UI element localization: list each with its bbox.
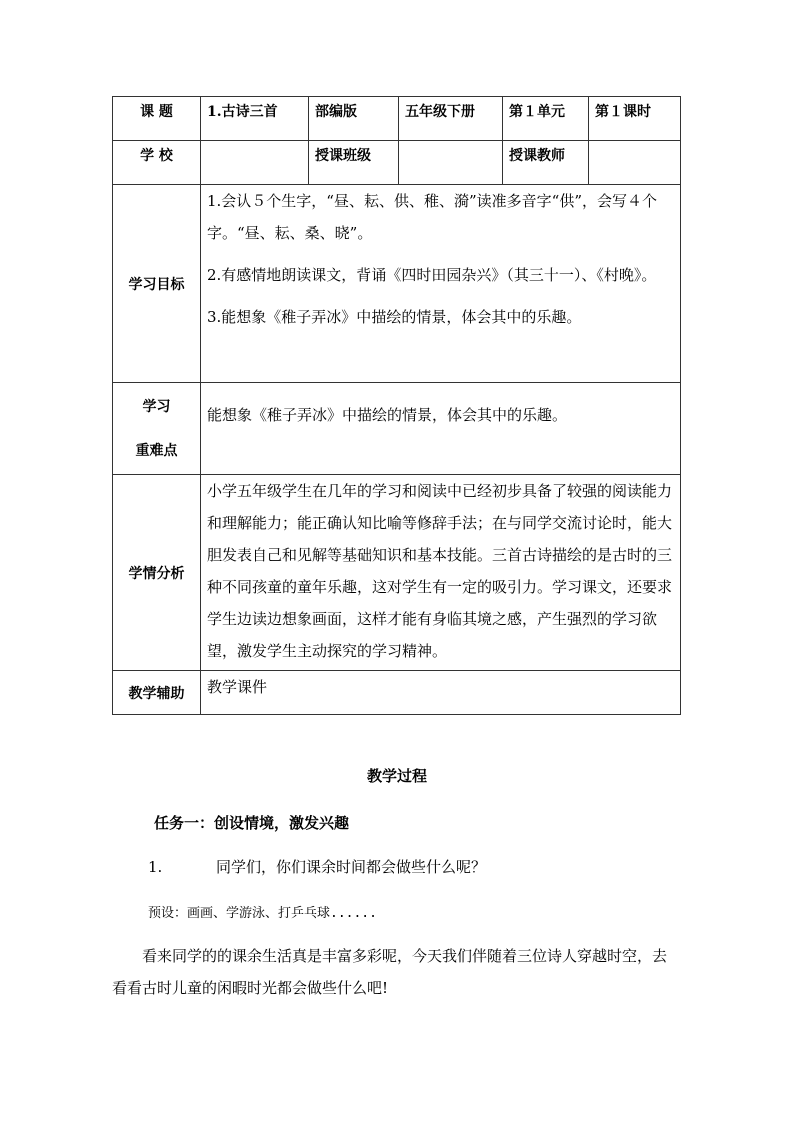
question-text: 同学们，你们课余时间都会做些什么呢？ (216, 858, 487, 876)
analysis-label: 学情分析 (113, 475, 201, 671)
unit: 第１单元 (503, 97, 589, 141)
grade: 五年级下册 (399, 97, 503, 141)
class-value (399, 141, 503, 185)
goals-row (113, 185, 681, 383)
process-title: 教学过程 (366, 767, 427, 785)
school-row (113, 141, 681, 185)
teacher-label: 授课教师 (503, 141, 589, 185)
goals-content (201, 185, 681, 383)
analysis-row (113, 475, 681, 671)
key-points-label (113, 383, 201, 475)
goals-label: 学习目标 (113, 185, 201, 383)
aids-content: 教学课件 (201, 671, 681, 715)
teacher-value (589, 141, 681, 185)
key-points-label-line1: 学习 (142, 398, 171, 415)
school-value (201, 141, 309, 185)
edition: 部编版 (309, 97, 399, 141)
lesson-title: 1.古诗三首 (201, 97, 309, 141)
school-label: 学 校 (113, 141, 201, 185)
goal-item: 2.有感情地朗读课文，背诵《四时田园杂兴》（其三十一）、《村晚》。 (207, 266, 657, 284)
key-points-content: 能想象《稚子弄冰》中描绘的情景，体会其中的乐趣。 (201, 383, 681, 475)
goal-item: 1.会认５个生字，“昼、耘、供、稚、漪”读准多音字“供”，会写４个字。“昼、耘、桑、晓”。 (207, 192, 657, 242)
lesson-plan-table (112, 96, 681, 715)
key-points-row (113, 383, 681, 475)
task-one-heading: 任务一：创设情境，激发兴趣 (154, 814, 350, 832)
question-number: 1. (148, 858, 163, 876)
class-label: 授课班级 (309, 141, 399, 185)
header-row (113, 97, 681, 141)
subject-label: 课 题 (113, 97, 201, 141)
preset-answer: 预设：画画、学游泳、打乒乓球...... (148, 906, 377, 921)
analysis-content: 小学五年级学生在几年的学习和阅读中已经初步具备了较强的阅读能力和理解能力；能正确认知比喻等修辞手法；在与同学交流讨论时，能大胆发表自己和见解等基础知识和基本技能。三首古诗描绘的是古时的三种不同孩童的童年乐趣，这对学生有一定的吸引力。学习课文，还要求学生边读边想象画面，这样才能有身临其境之感，产生强烈的学习欲望，激发学生主动探究的学习精神。 (201, 475, 681, 671)
intro-paragraph: 看来同学的的课余生活真是丰富多彩呢，今天我们伴随着三位诗人穿越时空，去看看古时儿童的闲暇时光都会做些什么吧! (112, 947, 668, 997)
goal-item: 3.能想象《稚子弄冰》中描绘的情景，体会其中的乐趣。 (207, 308, 582, 326)
period: 第１课时 (589, 97, 681, 141)
aids-row (113, 671, 681, 715)
key-points-label-line2: 重难点 (135, 442, 178, 459)
question-item (148, 856, 486, 877)
aids-label: 教学辅助 (113, 671, 201, 715)
